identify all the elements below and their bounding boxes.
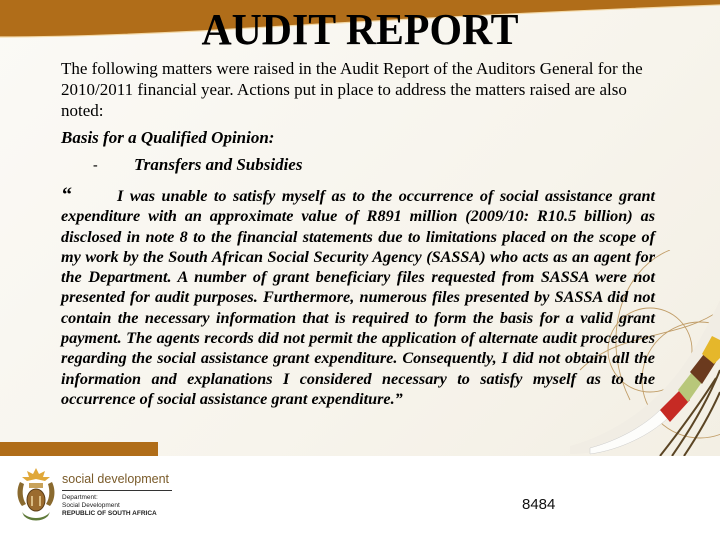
- intro-paragraph: The following matters were raised in the Audit Report of the Auditors General for the 2010/2011 financial year. Actions put in place to address the matters raised are also noted:: [61, 59, 643, 120]
- bottom-brown-bar: [0, 442, 158, 456]
- logo-department-text: [62, 494, 157, 518]
- bullet-marker: -: [93, 158, 98, 173]
- logo-brand-text: social development: [62, 472, 170, 486]
- coat-of-arms-icon: [14, 466, 58, 526]
- page-number: 8484: [522, 496, 556, 513]
- logo-divider: [62, 490, 172, 491]
- logo-line-department: Department:: [62, 494, 98, 501]
- audit-quote-paragraph: I was unable to satisfy myself as to the occurrence of social assistance grant expenditure with an approximate value of R891 million (2009/10: R10.5 billion) as disclosed in note 8 to the financial statements due to limitations placed on the scope of my work by the South African Social Security Agency (SASSA) who acts as an agent for the Department. A number of grant beneficiary files requested from SASSA were not presented for audit purposes. Furthermore, numerous files presented by SASSA did not contain the necessary information that is required to form the basis for a valid grant payment. The agents records did not permit the application of alternate audit procedures regarding the social assistance grant expenditure. Consequently, I did not obtain all the information and explanations I considered necessary to satisfy myself as to the occurrence of social assistance grant expenditure.”: [61, 187, 655, 408]
- logo-line-republic: REPUBLIC OF SOUTH AFRICA: [62, 510, 157, 517]
- slide-title: AUDIT REPORT: [201, 5, 519, 54]
- bullet-transfers-and-subsidies: Transfers and Subsidies: [134, 155, 303, 174]
- social-development-logo: [14, 466, 170, 532]
- logo-line-social-development: Social Development: [62, 502, 120, 509]
- open-quote-mark: “: [62, 184, 72, 206]
- basis-heading: Basis for a Qualified Opinion:: [61, 128, 275, 147]
